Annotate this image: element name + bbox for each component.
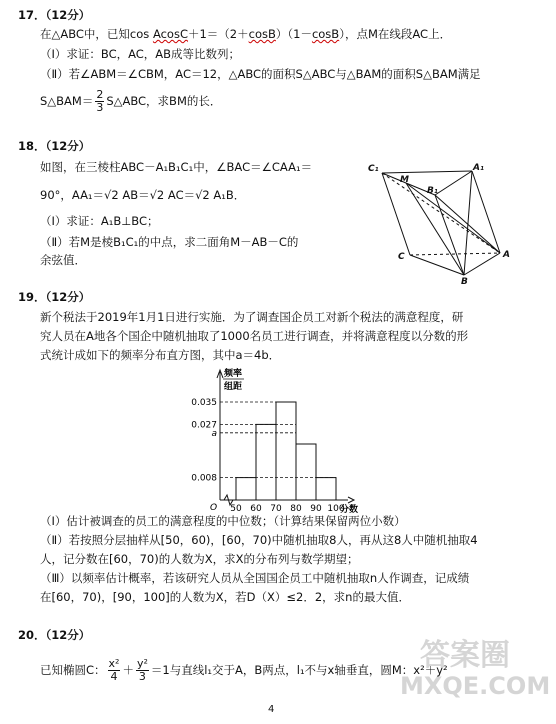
q20-pre: 已知椭圆C：	[40, 663, 106, 677]
q20-stem	[40, 654, 448, 686]
prism-label-b: B	[461, 277, 468, 285]
prism-edge-ma	[406, 183, 500, 253]
histogram-bar-50	[236, 478, 256, 500]
x-tick-label-50: 50	[230, 504, 242, 514]
q18-number: 18．（12分）	[18, 139, 91, 153]
q20-frac-x	[108, 658, 121, 683]
q17-fraction	[95, 89, 104, 114]
q18-part2: （Ⅱ）若M是棱B₁C₁的中点，求二面角M－AB－C的	[40, 235, 299, 249]
histogram-chart	[180, 364, 380, 514]
q20-frac-y	[136, 658, 149, 683]
q17-part2b-pre: S△BAM＝	[40, 94, 94, 108]
q20-frac-y-num: y²	[136, 657, 148, 670]
q20-frac-y-den: 3	[138, 670, 146, 683]
x-tick-label-90: 90	[310, 504, 322, 514]
x-tick-label-60: 60	[250, 504, 262, 514]
q17-part2b-post: S△ABC，求BM的长．	[106, 94, 222, 108]
q19-part1: （Ⅰ）估计被调查的员工的满意程度的中位数；（计算结果保留两位小数）	[40, 514, 406, 528]
q19-intro-3: 式统计成如下的频率分布直方图，其中a＝4b．	[40, 348, 281, 362]
prism-edge-b1a1	[435, 171, 472, 195]
page-number: 4	[268, 704, 275, 715]
q18-part1: （Ⅰ）求证：A₁B⊥BC；	[40, 214, 159, 228]
watermark-url: MXQE.COM	[400, 672, 551, 700]
q19-part2a: （Ⅱ）若按照分层抽样从[50，60)，[60，70)中随机抽取8人，再从这8人中随机抽取4	[40, 533, 478, 547]
prism-figure	[360, 155, 520, 285]
prism-edge-mb	[406, 183, 464, 275]
y-axis-label-bottom: 组距	[224, 382, 243, 392]
watermark-logo: 答案圈	[420, 638, 510, 673]
q18-part2b: 余弦值．	[40, 253, 86, 267]
q17-text-5: ）（1－	[275, 27, 312, 41]
q20-frac-x-num: x²	[108, 657, 120, 670]
q17-text-6: cosB	[311, 27, 340, 41]
q17-part1: （Ⅰ）求证：BC，AC，AB成等比数列；	[40, 47, 241, 61]
q19-part2b: 人，记分数在[60，70)的人数为X，求X的分布列与数学期望；	[40, 552, 359, 566]
prism-label-b1: B₁	[427, 186, 438, 196]
y-axis-label-top: 频率	[224, 369, 243, 379]
prism-label-c1: C₁	[368, 164, 379, 174]
x-axis-label: 分数	[340, 505, 359, 514]
x-tick-label-100: 100	[327, 504, 345, 514]
x-tick-label-70: 70	[270, 504, 282, 514]
prism-label-a: A	[503, 250, 510, 260]
prism-edge-cb	[410, 255, 464, 275]
x-axis-arrow	[348, 497, 354, 503]
x-tick-label-80: 80	[290, 504, 302, 514]
prism-edge-ba	[464, 253, 500, 275]
q17-number: 17．（12分）	[18, 8, 91, 22]
q18-line2: 90°，AA₁＝√2 AB＝√2 AC＝√2 A₁B．	[40, 188, 246, 202]
q19-part3b: 在[60，70)，[90，100]的人数为X，若D（X）≤2．2，求n的最大值．	[40, 590, 410, 604]
prism-hidden-ca	[410, 253, 500, 255]
y-tick-label-a: a	[211, 428, 217, 439]
q19-intro-2: 究人员在A地各个国企中随机抽取了1000名员工进行调查，并将满意程度以分数的形	[40, 329, 469, 343]
q19-intro-1: 新个税法于2019年1月1日进行实施．为了调查国企员工对新个税法的满意程度，研	[40, 310, 464, 324]
q17-text-7: ），点M在线段AC上．	[339, 27, 452, 41]
q17-part2: （Ⅱ）若∠ABM＝∠CBM，AC＝12，△ABC的面积S△ABC与△BAM的面积S△BAM满足	[40, 67, 481, 81]
histogram-bar-90	[316, 478, 336, 500]
q19-number: 19．（12分）	[18, 290, 91, 304]
q17-text-3: ＋1＝（2＋	[187, 27, 249, 41]
y-tick-label-0.027: 0.027	[191, 420, 217, 431]
q17-text-1: 在△ABC中，已知cos	[40, 27, 153, 41]
q20-number: 20．（12分）	[18, 628, 91, 642]
histogram-bar-80	[296, 444, 316, 500]
q19-part3a: （Ⅲ）以频率估计概率，若该研究人员从全国国企员工中随机抽取n人作调查，记成绩	[40, 571, 470, 585]
q20-plus: ＋	[122, 663, 134, 677]
q17-frac-num: 2	[96, 88, 104, 101]
q20-post: ＝1与直线l₁交于A，B两点，l₁不与x轴垂直，圆M：x²＋y²	[150, 663, 448, 677]
origin-label: O	[210, 503, 218, 513]
q20-frac-x-den: 4	[110, 670, 118, 683]
q17-stem	[40, 25, 451, 44]
histogram-bar-60	[256, 424, 276, 500]
histogram-bar-70	[276, 402, 296, 500]
q17-part2-cont	[40, 86, 221, 116]
q17-text-2: AcosC	[152, 27, 188, 41]
y-tick-label-0.008: 0.008	[191, 473, 217, 484]
prism-edge-c1c	[382, 173, 410, 255]
y-tick-label-0.035: 0.035	[191, 398, 217, 408]
q17-text-4: cosB	[248, 27, 276, 41]
prism-edge-a1b	[464, 171, 472, 275]
prism-label-m: M	[400, 175, 409, 185]
q17-frac-den: 3	[96, 101, 104, 114]
prism-label-a1: A₁	[473, 163, 484, 173]
prism-edge-c1a1	[382, 171, 472, 173]
prism-label-c: C	[398, 252, 405, 262]
q18-line1: 如图，在三棱柱ABC－A₁B₁C₁中，∠BAC＝∠CAA₁＝	[40, 160, 313, 174]
